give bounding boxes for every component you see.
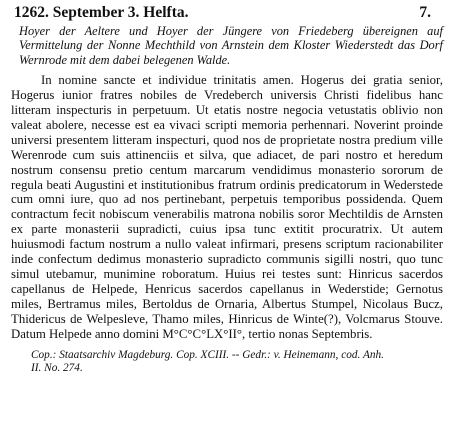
footnote-source-line: Cop.: Staatsarchiv Magdeburg. Cop. XCIII. -- Gedr.: v. Heinemann, cod. Anh. <box>31 348 384 361</box>
latin-charter-text <box>11 73 443 341</box>
document-header <box>11 3 443 23</box>
source-footnote <box>31 349 443 377</box>
german-summary: Hoyer der Aeltere und Hoyer der Jüngere von Friedeberg übereignen auf Vermittelung der Nonne Mechthild von Arnstein dem Kloster Wiederstedt das Dorf Wernrode mit dem dabei belegenen Walde. <box>19 24 443 67</box>
document-number: 7. <box>419 4 431 21</box>
charter-date-heading: 1262. September 3. Helfta. <box>14 4 189 21</box>
charter-body: In nomine sancte et individue trinitatis amen. Hogerus dei gratia senior, Hogerus iunior fratres nobiles de Vredeberch universis Christi fidelibus hanc litteram inspecturis in perpetuum. Ut etatis nostre negocia vetustatis oblivio non valeat abolere, necesse est ea vivaci scripti memoria perhennari. Noverint proinde universi presentem litteram inspecturi, quod nos de proprietate nostra predium ville Werenrode cum suis attinenciis et silva, que adiacet, de pari nostro et heredum nostrum consensu pretio centum marcarum vendidimus monasterio sororum de regula beati Augustini et institutionibus fratrum ordinis predicatorum in Wederstede cum omni iure, quo ad nos pertinebant, perpetuis temporibus possidenda. Quem contractum fecit nobiscum venerabilis matrona nobilis soror Mechtildis de Arnsten ex parte monasterii supradicti, cuius ipsa tunc extitit procuratrix. Ut autem huiusmodi factum nostrum a nullo valeat infirmari, presens scriptum racionabiliter inde confectum dedimus monasterio supradicto communis sigilli nostri, quo tunc simul utebamur, munimine roboratum. Huius rei testes sunt: Hinricus sacerdos capellanus de Helpede, Henricus sacerdos capellanus in Wederstide; Gernotus miles, Bertramus miles, Bertoldus de Ornaria, Albertus Stumpel, Nicolaus Bucz, Thidericus de Welpesleve, Thamo miles, Hinricus de Winte(?), Volcmarus Stouve. Datum Helpede anno domini M°C°C°LX°II°, tertio nonas Septembris. <box>11 73 443 341</box>
footnote-edition-line: II. No. 274. <box>31 362 83 375</box>
